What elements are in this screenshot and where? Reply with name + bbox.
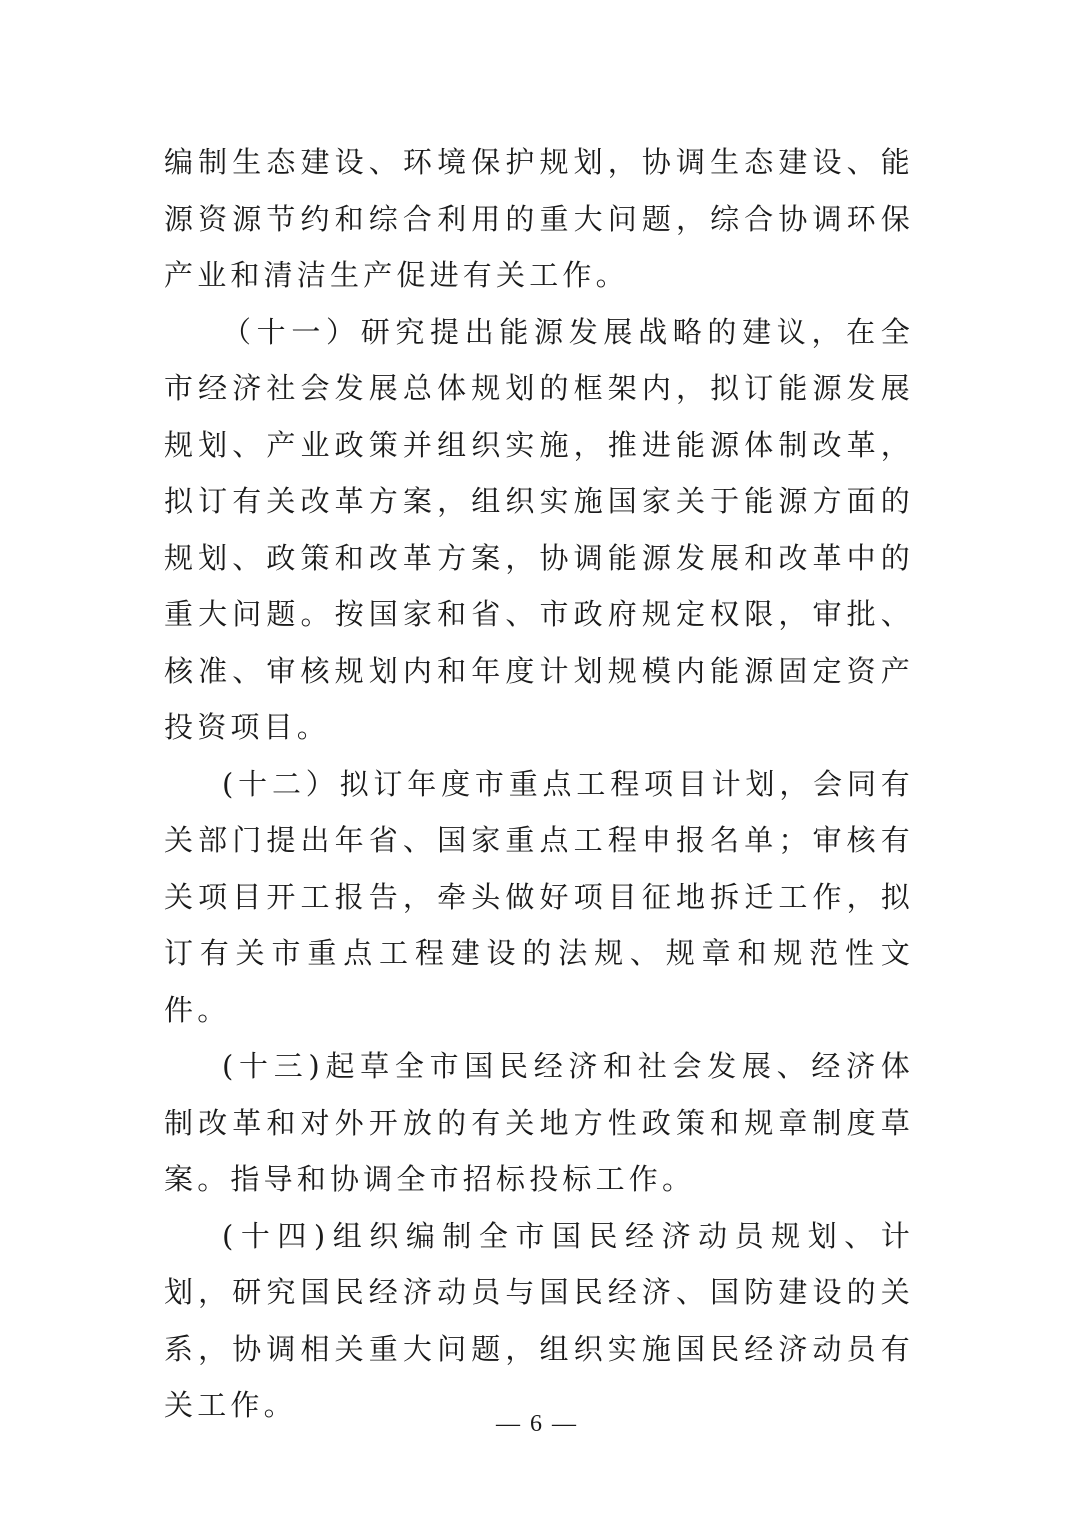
paragraph-item-12: (十二）拟订年度市重点工程项目计划，会同有关部门提出年省、国家重点工程申报名单；审核有关项目开工报告，牵头做好项目征地拆迁工作，拟订有关市重点工程建设的法规、规章和规范性文件。 bbox=[164, 766, 914, 1027]
page-number: — 6 — bbox=[496, 1411, 578, 1437]
paragraph-item-11: （十一）研究提出能源发展战略的建议，在全市经济社会发展总体规划的框架内，拟订能源发展规划、产业政策并组织实施，推进能源体制改革，拟订有关改革方案，组织实施国家关于能源方面的规划、政策和改革方案，协调能源发展和改革中的重大问题。按国家和省、市政府规定权限，审批、核准、审核规划内和年度计划规模内能源固定资产投资项目。 bbox=[164, 314, 914, 744]
paragraph-continuation: 编制生态建设、环境保护规划，协调生态建设、能源资源节约和综合利用的重大问题，综合协调环保产业和清洁生产促进有关工作。 bbox=[164, 145, 914, 292]
body-text bbox=[164, 134, 914, 1434]
paragraph-item-14: (十四)组织编制全市国民经济动员规划、计划，研究国民经济动员与国民经济、国防建设的关系，协调相关重大问题，组织实施国民经济动员有关工作。 bbox=[164, 1218, 914, 1422]
paragraph-item-13: (十三)起草全市国民经济和社会发展、经济体制改革和对外开放的有关地方性政策和规章制度草案。指导和协调全市招标投标工作。 bbox=[164, 1049, 914, 1196]
